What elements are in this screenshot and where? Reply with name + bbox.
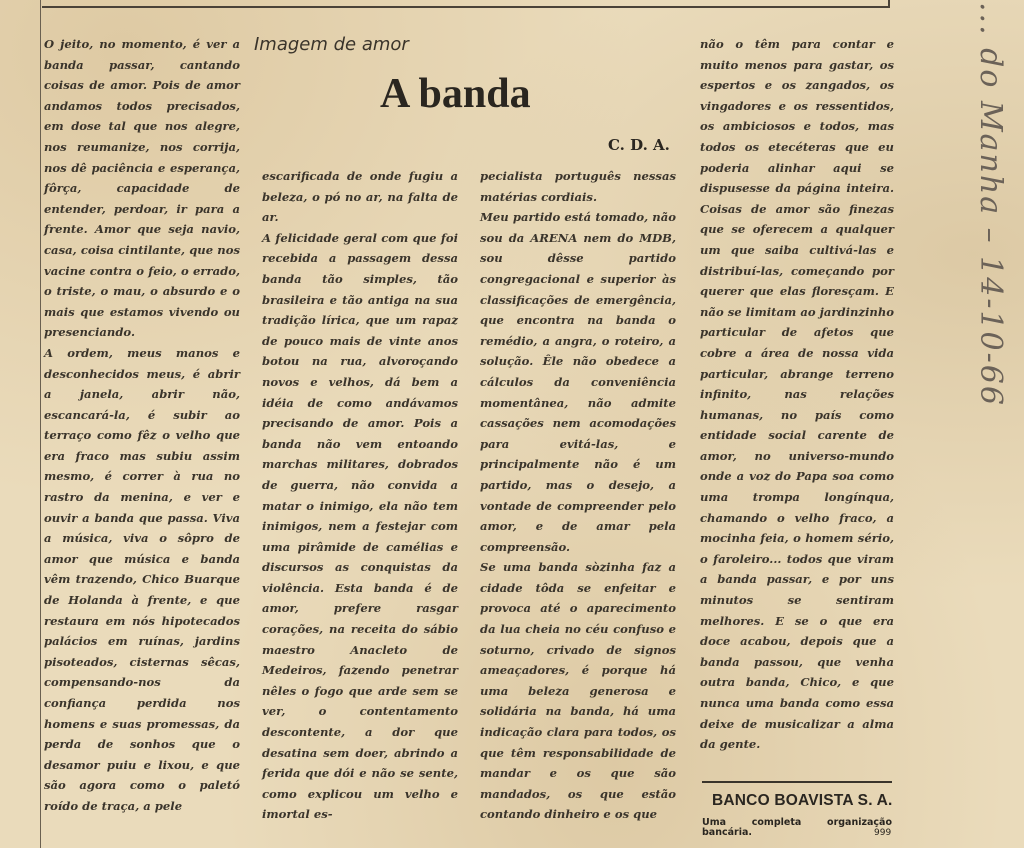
article-byline: C. D. A. <box>608 136 670 154</box>
article-headline: A banda <box>380 71 531 117</box>
handwritten-note: ... do Manha – 14-10-66 <box>973 2 1008 407</box>
ad-divider <box>702 781 892 783</box>
article-column-4: não o têm para contar e muito menos para gastar, os espertos e os zangados, os vingadores e os ressentidos, os ambiciosos e todos, mas todos os etecéteras que eu poderia alinhar aqui se dispusesse da página inteira. Coisas de amor são finezas que se oferecem a qualquer um que saiba cultivá-las e distribuí-las, começando por querer que elas floresçam. E não se limitam ao jardinzinho particular de afetos que cobre a área de nossa vida particular, abrange terreno infinito, nas relações humanas, no país como entidade social carente de amor, no universo-mundo onde a voz do Papa soa como uma trompa longínqua, chamando o velho fraco, a mocinha feia, o homem sério, o faroleiro... todos que viram a banda passar, e por uns minutos se sentiram melhores. E se o que era doce acabou, depois que a banda passou, que venha outra banda, Chico, e que nunca uma banda como essa deixe de musicalizar a alma da gente. <box>700 37 894 752</box>
ad-bank-name: BANCO BOAVISTA S. A. <box>712 792 893 809</box>
top-border-rule <box>42 0 890 8</box>
right-corner-rule <box>888 0 890 8</box>
ad-tagline: Uma completa organização bancária. <box>702 817 892 838</box>
article-column-2: escarificada de onde fugiu a beleza, o pó no ar, na falta de ar. A felicidade geral com que foi recebida a passagem dessa banda tão simples, tão brasileira e tão antiga na sua tradição lírica, que um rapaz de pouco mais de vinte anos botou na rua, alvoroçando novos e velhos, dá bem a idéia de como andávamos precisando de amor. Pois a banda não vem entoando marchas militares, dobrados de guerra, não convida a matar o inimigo, ela não tem inimigos, nem a festejar com uma pirâmide de camélias e discursos as conquistas da violência. Esta banda é de amor, prefere rasgar corações, na receita do sábio maestro Anacleto de Medeiros, fazendo penetrar nêles o fogo que arde sem se ver, o contentamento descontente, a dor que desatina sem doer, abrindo a ferida que dói e não se sente, como explicou um velho e imortal es- <box>262 169 458 822</box>
article-kicker: Imagem de amor <box>254 34 409 55</box>
ad-number: 999 <box>874 828 892 838</box>
left-column-rule <box>40 0 41 848</box>
article-column-3: pecialista português nessas matérias cordiais. Meu partido está tomado, não sou da ARENA nem do MDB, sou dêsse partido congregacional e superior às classificações de emergência, que encontra na banda o remédio, a angra, o roteiro, a solução. Êle não obedece a cálculos da conveniência momentânea, não admite cassações nem acomodações para evitá-las, e principalmente não é um partido, mas o desejo, a vontade de compreender pelo amor, e de amar pela compreensão. Se uma banda sòzinha faz a cidade tôda se enfeitar e provoca até o aparecimento da lua cheia no céu confuso e soturno, crivado de signos ameaçadores, é porque há uma beleza generosa e solidária na banda, há uma indicação clara para todos, os que têm responsabilidade de mandar e os que são mandados, os que estão contando dinheiro e os que <box>480 169 676 822</box>
article-column-1: O jeito, no momento, é ver a banda passar, cantando coisas de amor. Pois de amor andamos todos precisados, em dose tal que nos alegre, nos reumanize, nos corrija, nos dê paciência e esperança, fôrça, capacidade de entender, perdoar, ir para a frente. Amor que seja navio, casa, coisa cintilante, que nos vacine contra o feio, o errado, o triste, o mau, o absurdo e o mais que estamos vivendo ou presenciando. A ordem, meus manos e desconhecidos meus, é abrir a janela, abrir não, escancará-la, é subir ao terraço como fêz o velho que era fraco mas subiu assim mesmo, é correr à rua no rastro da menina, e ver e ouvir a banda que passa. Viva a música, viva o sôpro de amor que música e banda vêm trazendo, Chico Buarque de Holanda à frente, e que restaura em nós hipotecados palácios em ruínas, jardins pisoteados, cisternas sêcas, compensando-nos da confiança perdida nos homens e suas promessas, da perda de sonhos que o desamor puiu e lixou, e que são agora como o paletó roído de traça, a pele <box>44 37 240 813</box>
